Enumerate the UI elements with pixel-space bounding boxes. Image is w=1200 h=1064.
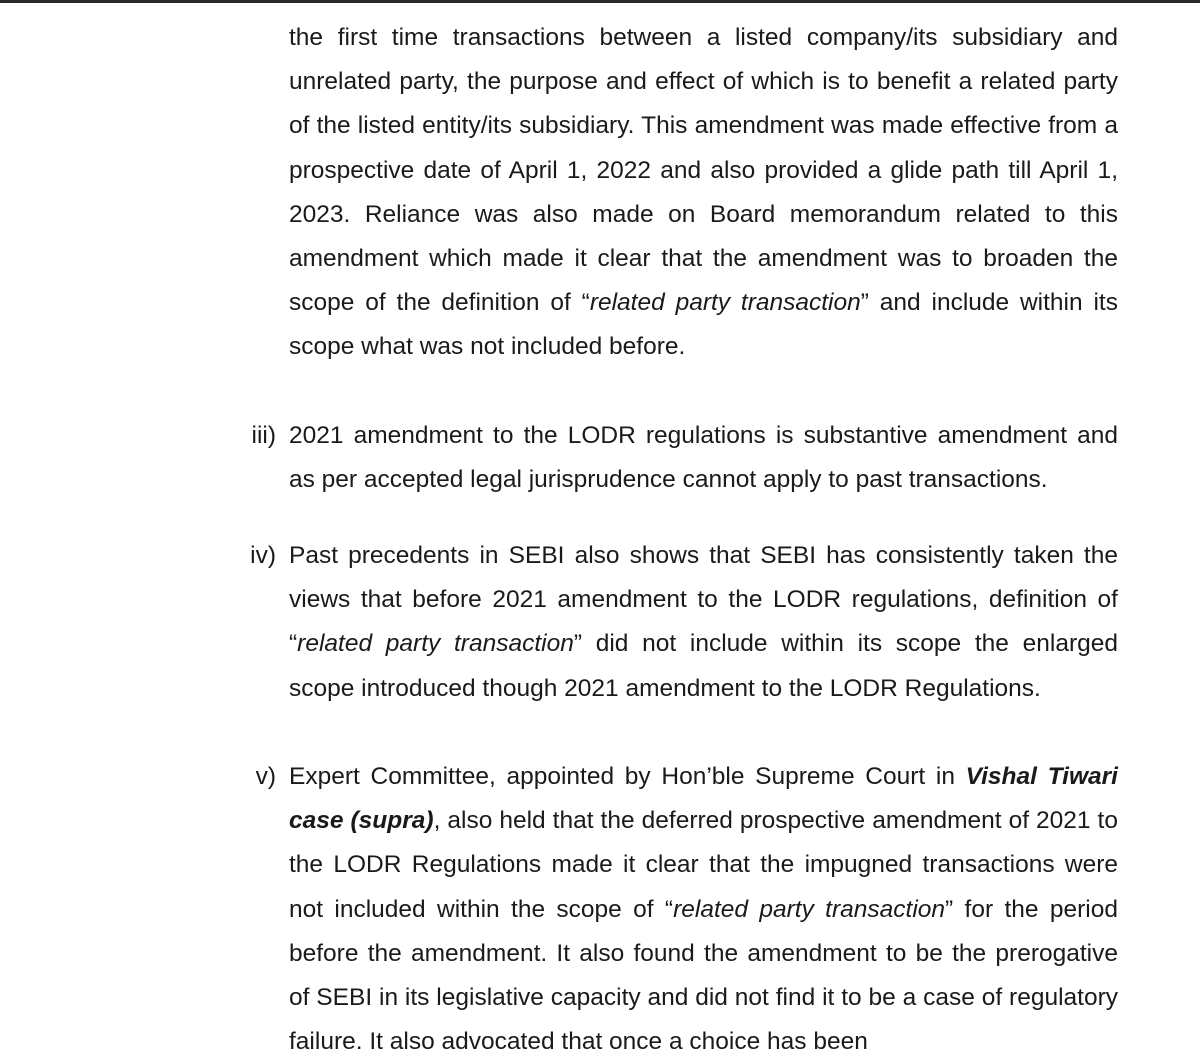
list-item-text <box>289 755 1118 1064</box>
list-item-text-part: , also held that the deferred prospective amendment of 2021 to the LODR Regulations made it clear that the impugned transactions were not included within the scope of “ <box>289 807 1118 923</box>
italic-term: related party transaction <box>589 289 861 317</box>
paragraph-text-part: ” and include within its scope what was not included before. <box>289 289 1118 361</box>
list-item-text-part: ” did not include within its scope the enlarged scope introduced though 2021 amendment to the LODR Regulations. <box>289 630 1119 702</box>
list-item-text <box>289 534 1118 711</box>
italic-term: related party transaction <box>673 895 946 923</box>
paragraph-continuation <box>289 16 1118 370</box>
list-item-text-part: ” for the period before the amendment. It also found the amendment to be the prerogative of SEBI in its legislative capacity and did not find it to be a case of regulatory failure. It also advocated that once a choice has been <box>289 895 1118 1056</box>
italic-term: related party transaction <box>297 630 574 658</box>
list-item-iv <box>289 534 1118 711</box>
case-citation: Vishal Tiwari case (supra) <box>289 763 1118 835</box>
list-item-text-part: Expert Committee, appointed by Hon’ble Supreme Court in <box>289 763 966 790</box>
list-marker-v: v) <box>255 763 276 790</box>
paragraph-text-part: the first time transactions between a listed company/its subsidiary and unrelated party, the purpose and effect of which is to benefit a related party of the listed entity/its subsidiary. This amendment was made effective from a prospective date of April 1, 2022 and also provided a glide path till April 1, 2023. Reliance was also made on Board memorandum related to this amendment which made it clear that the amendment was to broaden the scope of the definition of “ <box>289 24 1118 317</box>
list-item-text: 2021 amendment to the LODR regulations is substantive amendment and as per accepted legal jurisprudence cannot apply to past transactions. <box>289 422 1118 494</box>
list-item-v <box>289 755 1118 1064</box>
paragraph-text <box>289 16 1118 370</box>
list-item-text-part: Past precedents in SEBI also shows that SEBI has consistently taken the views that before 2021 amendment to the LODR regulations, definition of “ <box>289 542 1118 658</box>
list-marker-iv: iv) <box>250 542 276 569</box>
list-marker-iii: iii) <box>251 422 276 449</box>
list-item-iii <box>289 414 1118 502</box>
